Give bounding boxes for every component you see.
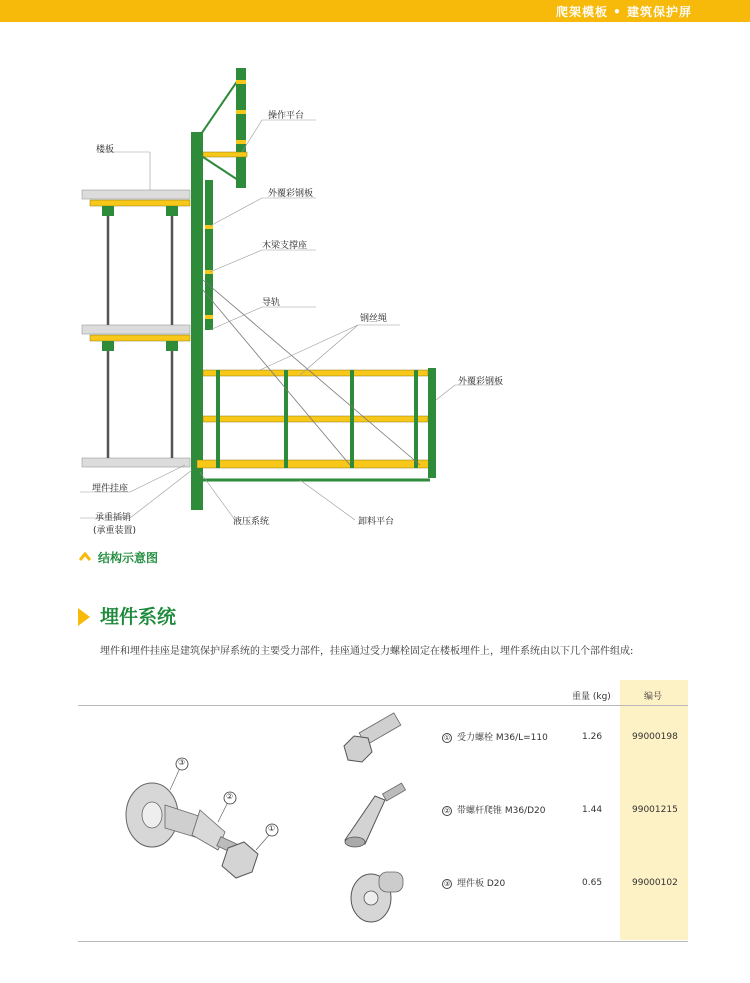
unloading-platform-mid-rail bbox=[203, 416, 428, 422]
part-name-2 bbox=[442, 803, 546, 816]
label-outer-steel-plate-top: 外覆彩钢板 bbox=[268, 189, 314, 199]
guide-rail-column bbox=[191, 132, 203, 510]
beam-clamp bbox=[166, 341, 178, 351]
chevron-up-icon bbox=[78, 550, 92, 564]
inner-rail bbox=[205, 180, 213, 330]
row-number: ② bbox=[443, 806, 451, 815]
unloading-platform-deck bbox=[197, 460, 430, 468]
mast-brace bbox=[197, 80, 238, 140]
part-name: 带螺杆爬锥 M36/D20 bbox=[457, 806, 546, 816]
part-weight-2: 1.44 bbox=[582, 805, 603, 815]
label-guide-rail: 导轨 bbox=[262, 298, 281, 308]
callout-2: ② bbox=[226, 792, 234, 801]
callout-3: ③ bbox=[178, 758, 186, 767]
label-wire-rope: 钢丝绳 bbox=[360, 314, 388, 324]
row-number: ③ bbox=[443, 879, 451, 888]
header-code: 编号 bbox=[644, 692, 663, 702]
part-code-1: 99000198 bbox=[632, 732, 678, 742]
table-bottom-rule bbox=[78, 941, 688, 942]
climbing-cone-image bbox=[335, 782, 415, 852]
part-name: 受力螺栓 M36/L=110 bbox=[457, 733, 548, 743]
part-weight-3: 0.65 bbox=[582, 878, 603, 888]
triangle-right-icon bbox=[78, 608, 90, 626]
label-unloading-platform: 卸料平台 bbox=[358, 517, 395, 527]
structure-diagram bbox=[0, 40, 750, 540]
header-bar bbox=[0, 0, 750, 22]
part-code-3: 99000102 bbox=[632, 878, 678, 888]
embedded-plate-image bbox=[345, 858, 415, 928]
wood-beam-2 bbox=[90, 335, 190, 341]
header-title: 爬架模板 • 建筑保护屏 bbox=[555, 5, 692, 19]
part-name-1 bbox=[442, 730, 548, 743]
label-wood-beam-support: 木梁支撑座 bbox=[262, 241, 308, 251]
label-hydraulic-system: 液压系统 bbox=[233, 517, 270, 527]
table-top-rule bbox=[78, 705, 688, 706]
operation-platform bbox=[203, 152, 247, 157]
section-intro: 埋件和埋件挂座是建筑保护屏系统的主要受力部件，挂座通过受力螺栓固定在楼板埋件上，埋件系统由以下几个部件组成: bbox=[100, 646, 634, 657]
label-outer-steel-plate-right: 外覆彩钢板 bbox=[458, 377, 504, 387]
beam-clamp bbox=[102, 341, 114, 351]
label-operation-platform: 操作平台 bbox=[268, 111, 305, 121]
caption-text: 结构示意图 bbox=[98, 551, 159, 565]
wood-beam-1 bbox=[90, 200, 190, 206]
part-name-3 bbox=[442, 876, 505, 889]
beam-clamp bbox=[102, 206, 114, 216]
label-load-device: (承重装置) bbox=[93, 526, 137, 536]
floor-slab-1 bbox=[82, 190, 190, 199]
upper-mast bbox=[236, 68, 246, 188]
label-embedded-hanger: 埋件挂座 bbox=[92, 484, 129, 494]
section-title: 埋件系统 bbox=[100, 606, 177, 628]
label-load-pin: 承重插销 bbox=[95, 513, 132, 523]
header-weight: 重量 (kg) bbox=[572, 692, 611, 702]
part-code-2: 99001215 bbox=[632, 805, 678, 815]
unloading-platform-top-rail bbox=[203, 370, 428, 376]
part-name: 埋件板 D20 bbox=[457, 879, 506, 889]
floor-slab-3 bbox=[82, 458, 190, 467]
row-number: ① bbox=[443, 733, 451, 742]
part-weight-1: 1.26 bbox=[582, 732, 603, 742]
callout-1: ① bbox=[268, 824, 276, 833]
floor-slab-2 bbox=[82, 325, 190, 334]
label-floor-slab: 楼板 bbox=[96, 145, 115, 155]
platform-brace bbox=[203, 157, 238, 180]
wire-rope bbox=[203, 290, 350, 465]
bolt-image bbox=[340, 712, 410, 777]
structure-diagram-svg bbox=[0, 40, 750, 540]
beam-clamp bbox=[166, 206, 178, 216]
